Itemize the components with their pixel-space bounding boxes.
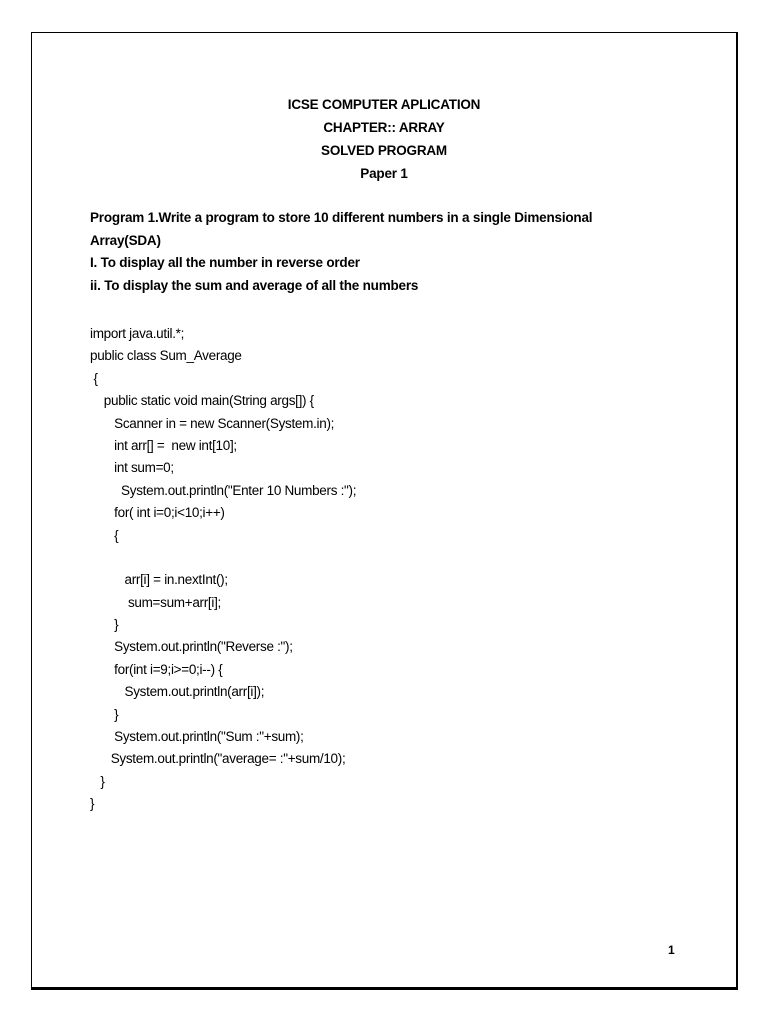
- code-line: }: [90, 796, 95, 812]
- code-line: Scanner in = new Scanner(System.in);: [90, 415, 335, 431]
- code-line: {: [90, 527, 119, 543]
- problem-line: Program 1.Write a program to store 10 different numbers in a single Dimensional: [90, 210, 593, 225]
- code-line: for(int i=9;i>=0;i--) {: [90, 661, 223, 677]
- code-line: System.out.println("average= :"+sum/10);: [90, 751, 346, 767]
- problem-line: Array(SDA): [90, 232, 161, 248]
- code-line: int sum=0;: [90, 460, 174, 476]
- code-line: sum=sum+arr[i];: [90, 594, 221, 610]
- header-chapter: CHAPTER:: ARRAY: [323, 120, 445, 135]
- problem-line: ii. To display the sum and average of all the numbers: [90, 277, 419, 293]
- code-line: System.out.println("Enter 10 Numbers :");: [90, 482, 357, 498]
- code-line: }: [90, 773, 105, 789]
- page-number: 1: [668, 943, 675, 957]
- code-line: {: [90, 370, 98, 386]
- document-header: [0, 93, 768, 185]
- problem-statement: [90, 207, 690, 297]
- code-line: System.out.println("Reverse :");: [90, 639, 293, 655]
- code-line: System.out.println(arr[i]);: [90, 684, 265, 700]
- header-title: ICSE COMPUTER APLICATION: [287, 97, 481, 112]
- code-line: public class Sum_Average: [90, 348, 242, 364]
- code-listing: [90, 323, 690, 816]
- code-line: [90, 547, 690, 569]
- code-line: import java.util.*;: [90, 326, 185, 341]
- code-line: for( int i=0;i<10;i++): [90, 505, 225, 521]
- code-line: }: [90, 617, 119, 633]
- code-line: public static void main(String args[]) {: [90, 393, 314, 409]
- code-line: }: [90, 706, 119, 722]
- problem-line: I. To display all the number in reverse order: [90, 255, 360, 270]
- code-line: int arr[] = new int[10];: [90, 437, 237, 453]
- code-line: System.out.println("Sum :"+sum);: [90, 729, 304, 745]
- header-paper: Paper 1: [360, 166, 408, 181]
- code-line: arr[i] = in.nextInt();: [90, 572, 228, 588]
- header-subtitle: SOLVED PROGRAM: [321, 143, 447, 158]
